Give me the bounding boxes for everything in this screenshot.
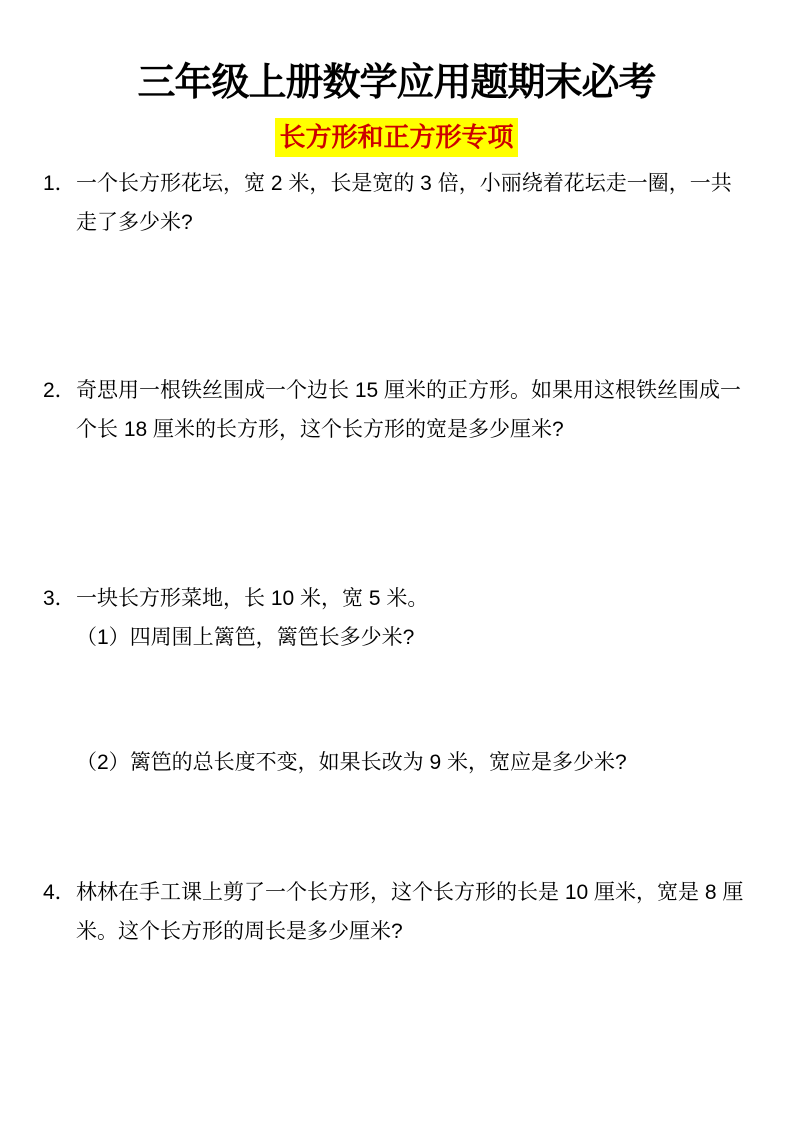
problem-line [43,873,773,912]
problem-line [43,164,773,203]
problem-text: 一块长方形菜地，长 10 米，宽 5 米。 [76,587,429,610]
problem-text: 一个长方形花坛，宽 2 米，长是宽的 3 倍，小丽绕着花坛走一圈，一共 [76,172,732,195]
problem-line: 走了多少米? [76,211,193,234]
problem-number: 3． [43,587,76,610]
subtitle-row [0,118,793,157]
problem-2 [43,371,773,449]
problem-line: 米。这个长方形的周长是多少厘米? [76,920,403,943]
subquestion-label: （2） [76,751,130,774]
problem-number: 2． [43,379,76,402]
subquestion-2 [76,743,773,782]
problem-number: 1． [43,172,76,195]
problem-line [43,579,773,618]
problem-1 [43,164,773,242]
subquestion-text: 四周围上篱笆，篱笆长多少米? [129,626,415,649]
subquestion-1 [76,618,773,657]
subquestion-label: （1） [76,626,130,649]
subquestion-text: 篱笆的总长度不变，如果长改为 9 米，宽应是多少米? [129,751,627,774]
problem-4 [43,873,773,951]
section-badge: 长方形和正方形专项 [275,118,517,157]
problem-line: 个长 18 厘米的长方形，这个长方形的宽是多少厘米? [76,418,564,441]
problem-3-sub-2 [43,743,773,782]
problem-number: 4． [43,881,76,904]
problem-text: 奇思用一根铁丝围成一个边长 15 厘米的正方形。如果用这根铁丝围成一 [76,379,742,402]
problem-line [43,371,773,410]
problem-text: 林林在手工课上剪了一个长方形，这个长方形的长是 10 厘米，宽是 8 厘 [76,881,744,904]
page-title: 三年级上册数学应用题期末必考 [137,62,656,104]
problem-3 [43,579,773,657]
